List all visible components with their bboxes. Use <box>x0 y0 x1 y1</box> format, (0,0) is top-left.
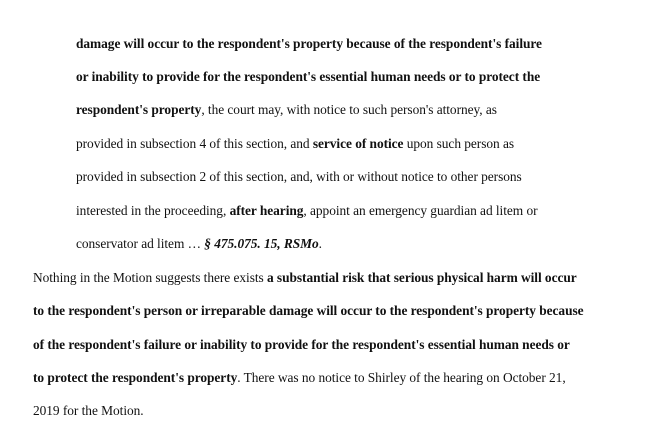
quote-bold-text: after hearing <box>229 203 304 218</box>
paragraph-text: Nothing in the Motion suggests there exists <box>33 270 267 285</box>
paragraph-bold-text: of the respondent's failure or inability to provide for the respondent's essential human needs or <box>33 337 570 352</box>
quote-line <box>76 236 322 252</box>
paragraph-line <box>33 403 144 419</box>
quote-text: provided in subsection 4 of this section, and <box>76 136 313 151</box>
quote-line <box>76 36 542 52</box>
quote-text: , appoint an emergency guardian ad litem or <box>303 203 538 218</box>
quote-line <box>76 203 538 219</box>
paragraph-line <box>33 270 577 286</box>
quote-text: , the court may, with notice to such person's attorney, as <box>201 102 497 117</box>
quote-bold-text: service of notice <box>312 136 404 151</box>
quote-line <box>76 69 540 85</box>
quote-text: provided in subsection 2 of this section, and, with or without notice to other persons <box>76 169 522 184</box>
quote-bold-text: respondent's property <box>76 102 202 117</box>
quote-line <box>76 169 522 185</box>
paragraph-text: 2019 for the Motion. <box>33 403 144 418</box>
quote-bold-text: or inability to provide for the respondent's essential human needs or to protect the <box>76 69 541 84</box>
paragraph-line <box>33 303 584 319</box>
paragraph-text: . There was no notice to Shirley of the hearing on October 21, <box>237 370 566 385</box>
statute-citation: § 475.075. 15, RSMo <box>204 236 319 251</box>
paragraph-bold-text: a substantial risk that serious physical harm will occur <box>266 270 577 285</box>
quote-line <box>76 136 514 152</box>
quote-text: interested in the proceeding, <box>76 203 230 218</box>
paragraph-bold-text: to protect the respondent's property <box>33 370 238 385</box>
quote-bold-text: damage will occur to the respondent's property because of the respondent's failure <box>76 36 542 51</box>
quote-text: . <box>318 236 322 251</box>
quote-line <box>76 102 497 118</box>
paragraph-line <box>33 337 570 353</box>
quote-text: upon such person as <box>403 136 515 151</box>
paragraph-bold-text: to the respondent's person or irreparable damage will occur to the respondent's property because <box>33 303 584 318</box>
paragraph-line <box>33 370 566 386</box>
quote-text: conservator ad litem … <box>76 236 205 251</box>
